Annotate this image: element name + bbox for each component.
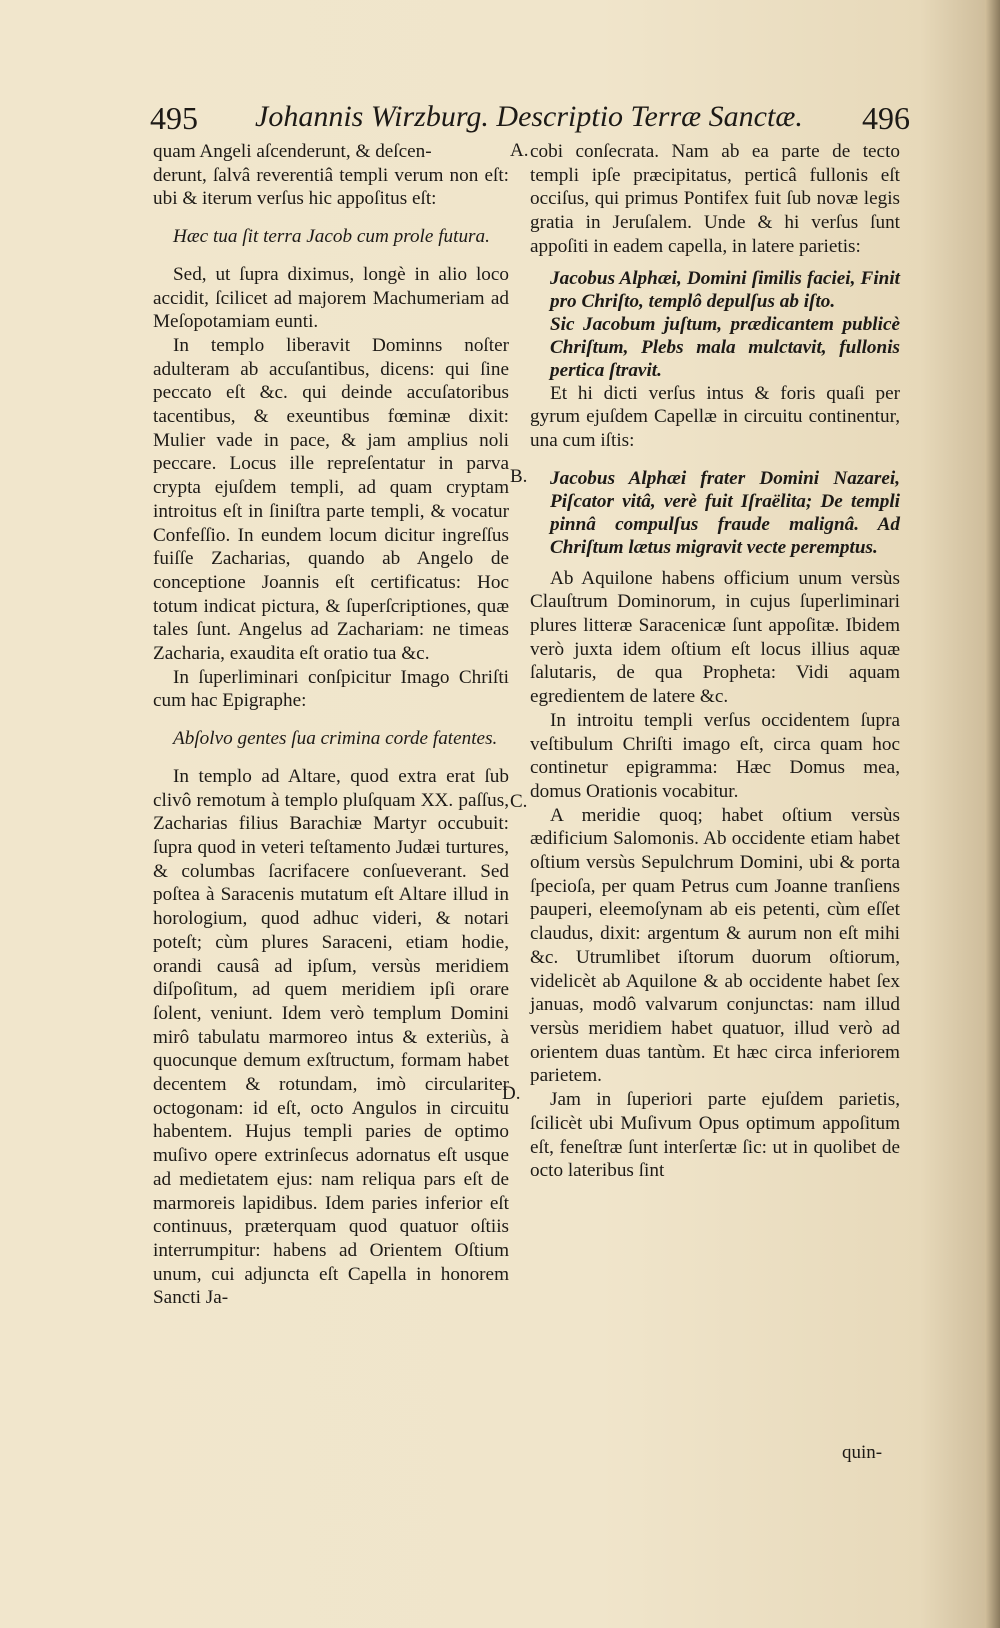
verse-block: Jacobus Alphæi frater Domini Nazarei, Piſcator vitâ, verè fuit Iſraëlita; De templi pinnâ compulſus fraude malignâ. Ad Chriſtum lætus migravit vecte peremptus.: [550, 467, 900, 558]
paragraph: In templo liberavit Dominns noſter adulteram ab accuſantibus, dicens: qui ſine peccato eſt &c. qui deinde accuſatoribus tacentibus, & exeuntibus fœminæ dixit: Mulier vade in pace, & jam amplius noli peccare. Locus ille repreſentatur in parva crypta ejuſdem templi, ad quam cryptam introitus eſt in ſiniſtra parte templi, & vocatur Confeſſio. In eundem locum dicitur ingreſſus fuiſſe Zacharias, quando ab Angelo de conceptione Joannis eſt certificatus: Hoc totum indicat pictura, & ſuperſcriptiones, quæ tales ſunt. Angelus ad Zachariam: ne timeas Zacharia, exaudita eſt oratio tua &c.: [153, 334, 509, 665]
verse-block: Sic Jacobum juſtum, prædicantem publicè Chriſtum, Plebs mala mulctavit, fullonis pertica ſtravit.: [550, 313, 900, 381]
paragraph: In introitu templi verſus occidentem ſupra veſtibulum Chriſti imago eſt, circa quam hoc continetur epigramma: Hæc Domus mea, domus Orationis vocabitur.: [530, 709, 900, 802]
paragraph: Ab Aquilone habens officium unum versùs Clauſtrum Dominorum, in cujus ſuperliminari plures litteræ Saracenicæ ſunt appoſitæ. Ibidem verò juxta idem oſtium eſt locus illius aquæ ſalutaris, de qua Propheta: Vidi aquam egredientem de latere &c.: [530, 567, 900, 708]
spacer: [153, 211, 509, 225]
paragraph: In ſuperliminari conſpicitur Imago Chriſti cum hac Epigraphe:: [153, 666, 509, 712]
spacer: [153, 249, 509, 263]
running-title: Johannis Wirzburg. Descriptio Terræ Sanctæ.: [255, 100, 803, 133]
paragraph: derunt, ſalvâ reverentiâ templi verum non eſt: ubi & iterum verſus hic appoſitus eſt:: [153, 164, 509, 210]
paragraph: Et hi dicti verſus intus & foris quaſi per gyrum ejuſdem Capellæ in circuitu continentur, una cum iſtis:: [530, 382, 900, 451]
catchword: quin-: [842, 1442, 883, 1463]
spacer: [153, 751, 509, 765]
spacer: [530, 559, 900, 567]
page-gutter-shadow: [985, 0, 1000, 1628]
paragraph: quam Angeli aſcenderunt, & deſcen-: [153, 141, 432, 162]
left-text-column: [153, 140, 509, 1310]
spacer: [530, 259, 900, 267]
spacer: [153, 713, 509, 727]
paragraph: A meridie quoq; habet oſtium versùs ædificium Salomonis. Ab occidente etiam habet oſtium versùs Sepulchrum Domini, ubi & porta ſpecioſa, per quam Petrus cum Joanne tranſiens pauperi, eleemoſynam ab eis petenti, cùm eſſet claudus, dixit: argentum & aurum non eſt mihi &c. Utrumlibet iſtorum duorum oſtiorum, videlicèt ab Aquilone & ab occidente habet ſex januas, modô valvarum conjunctas: nam illud versùs meridiem habet quatuor, illud verò ad orientem duas tantùm. Et hæc circa inferiorem parietem.: [530, 804, 900, 1087]
verse-block: Hæc tua ſit terra Jacob cum prole futura.: [173, 226, 490, 248]
paragraph: cobi conſecrata. Nam ab ea parte de tecto templi ipſe præcipitatus, perticâ fullonis eſt occiſus, qui primus Pontifex fuit ſub novæ legis gratia in Jeruſalem. Unde & hi verſus ſunt appoſiti in eadem capella, in latere parietis:: [530, 141, 900, 257]
margin-letter: D.: [502, 1083, 521, 1104]
right-page-number: 496: [862, 100, 910, 136]
running-header: [150, 100, 910, 144]
margin-letter: C.: [510, 791, 528, 812]
verse-block: Abſolvo gentes ſua crimina corde fatentes.: [173, 728, 498, 750]
right-text-column: [530, 140, 900, 1183]
paragraph: Sed, ut ſupra diximus, longè in alio loco accidit, ſcilicet ad majorem Machumeriam ad Meſopotamiam eunti.: [153, 263, 509, 333]
paragraph: In templo ad Altare, quod extra erat ſub clivô remotum à templo pluſquam XX. paſſus, Zacharias filius Barachiæ Martyr occubuit: ſupra quod in veteri teſtamento Judæi turtures, & columbas ſacrifacere conſueverant. Sed poſtea à Saracenis mutatum eſt Altare illud in horologium, quod adhuc videri, & notari poteſt; cùm plures Saraceni, etiam hodie, orandi causâ ad ipſum, versùs meridiem diſpoſitum, ad quem meridiem ipſi orare ſolent, veniunt. Idem verò templum Domini mirô tabulatu marmoreo intus & exteriùs, à quocunque demum exſtructum, formam habet decentem & rotundam, imò circulariter octogonam: id eſt, octo Angulos in circuitu habentem. Hujus templi paries de optimo muſivo opere extrinſecus adornatus eſt usque ad medietatem ejus: nam reliqua pars eſt de marmoreis lapidibus. Idem paries inferior eſt continuus, præterquam quod quatuor oſtiis interrumpitur: habens ad Orientem Oſtium unum, cui adjuncta eſt Capella in honorem Sancti Ja-: [153, 765, 509, 1309]
verse-block: Jacobus Alphæi, Domini ſimilis faciei, Finit pro Chriſto, templô depulſus ab iſto.: [550, 267, 900, 312]
left-page-number: 495: [150, 100, 198, 136]
paragraph: Jam in ſuperiori parte ejuſdem parietis, ſcilicèt ubi Muſivum Opus optimum appoſitum eſt, feneſtræ ſunt interſertæ ſic: ut in quolibet de octo lateribus ſint: [530, 1089, 900, 1182]
margin-letter: B.: [510, 466, 528, 487]
spacer: [530, 453, 900, 467]
margin-letter: A.: [510, 140, 529, 161]
